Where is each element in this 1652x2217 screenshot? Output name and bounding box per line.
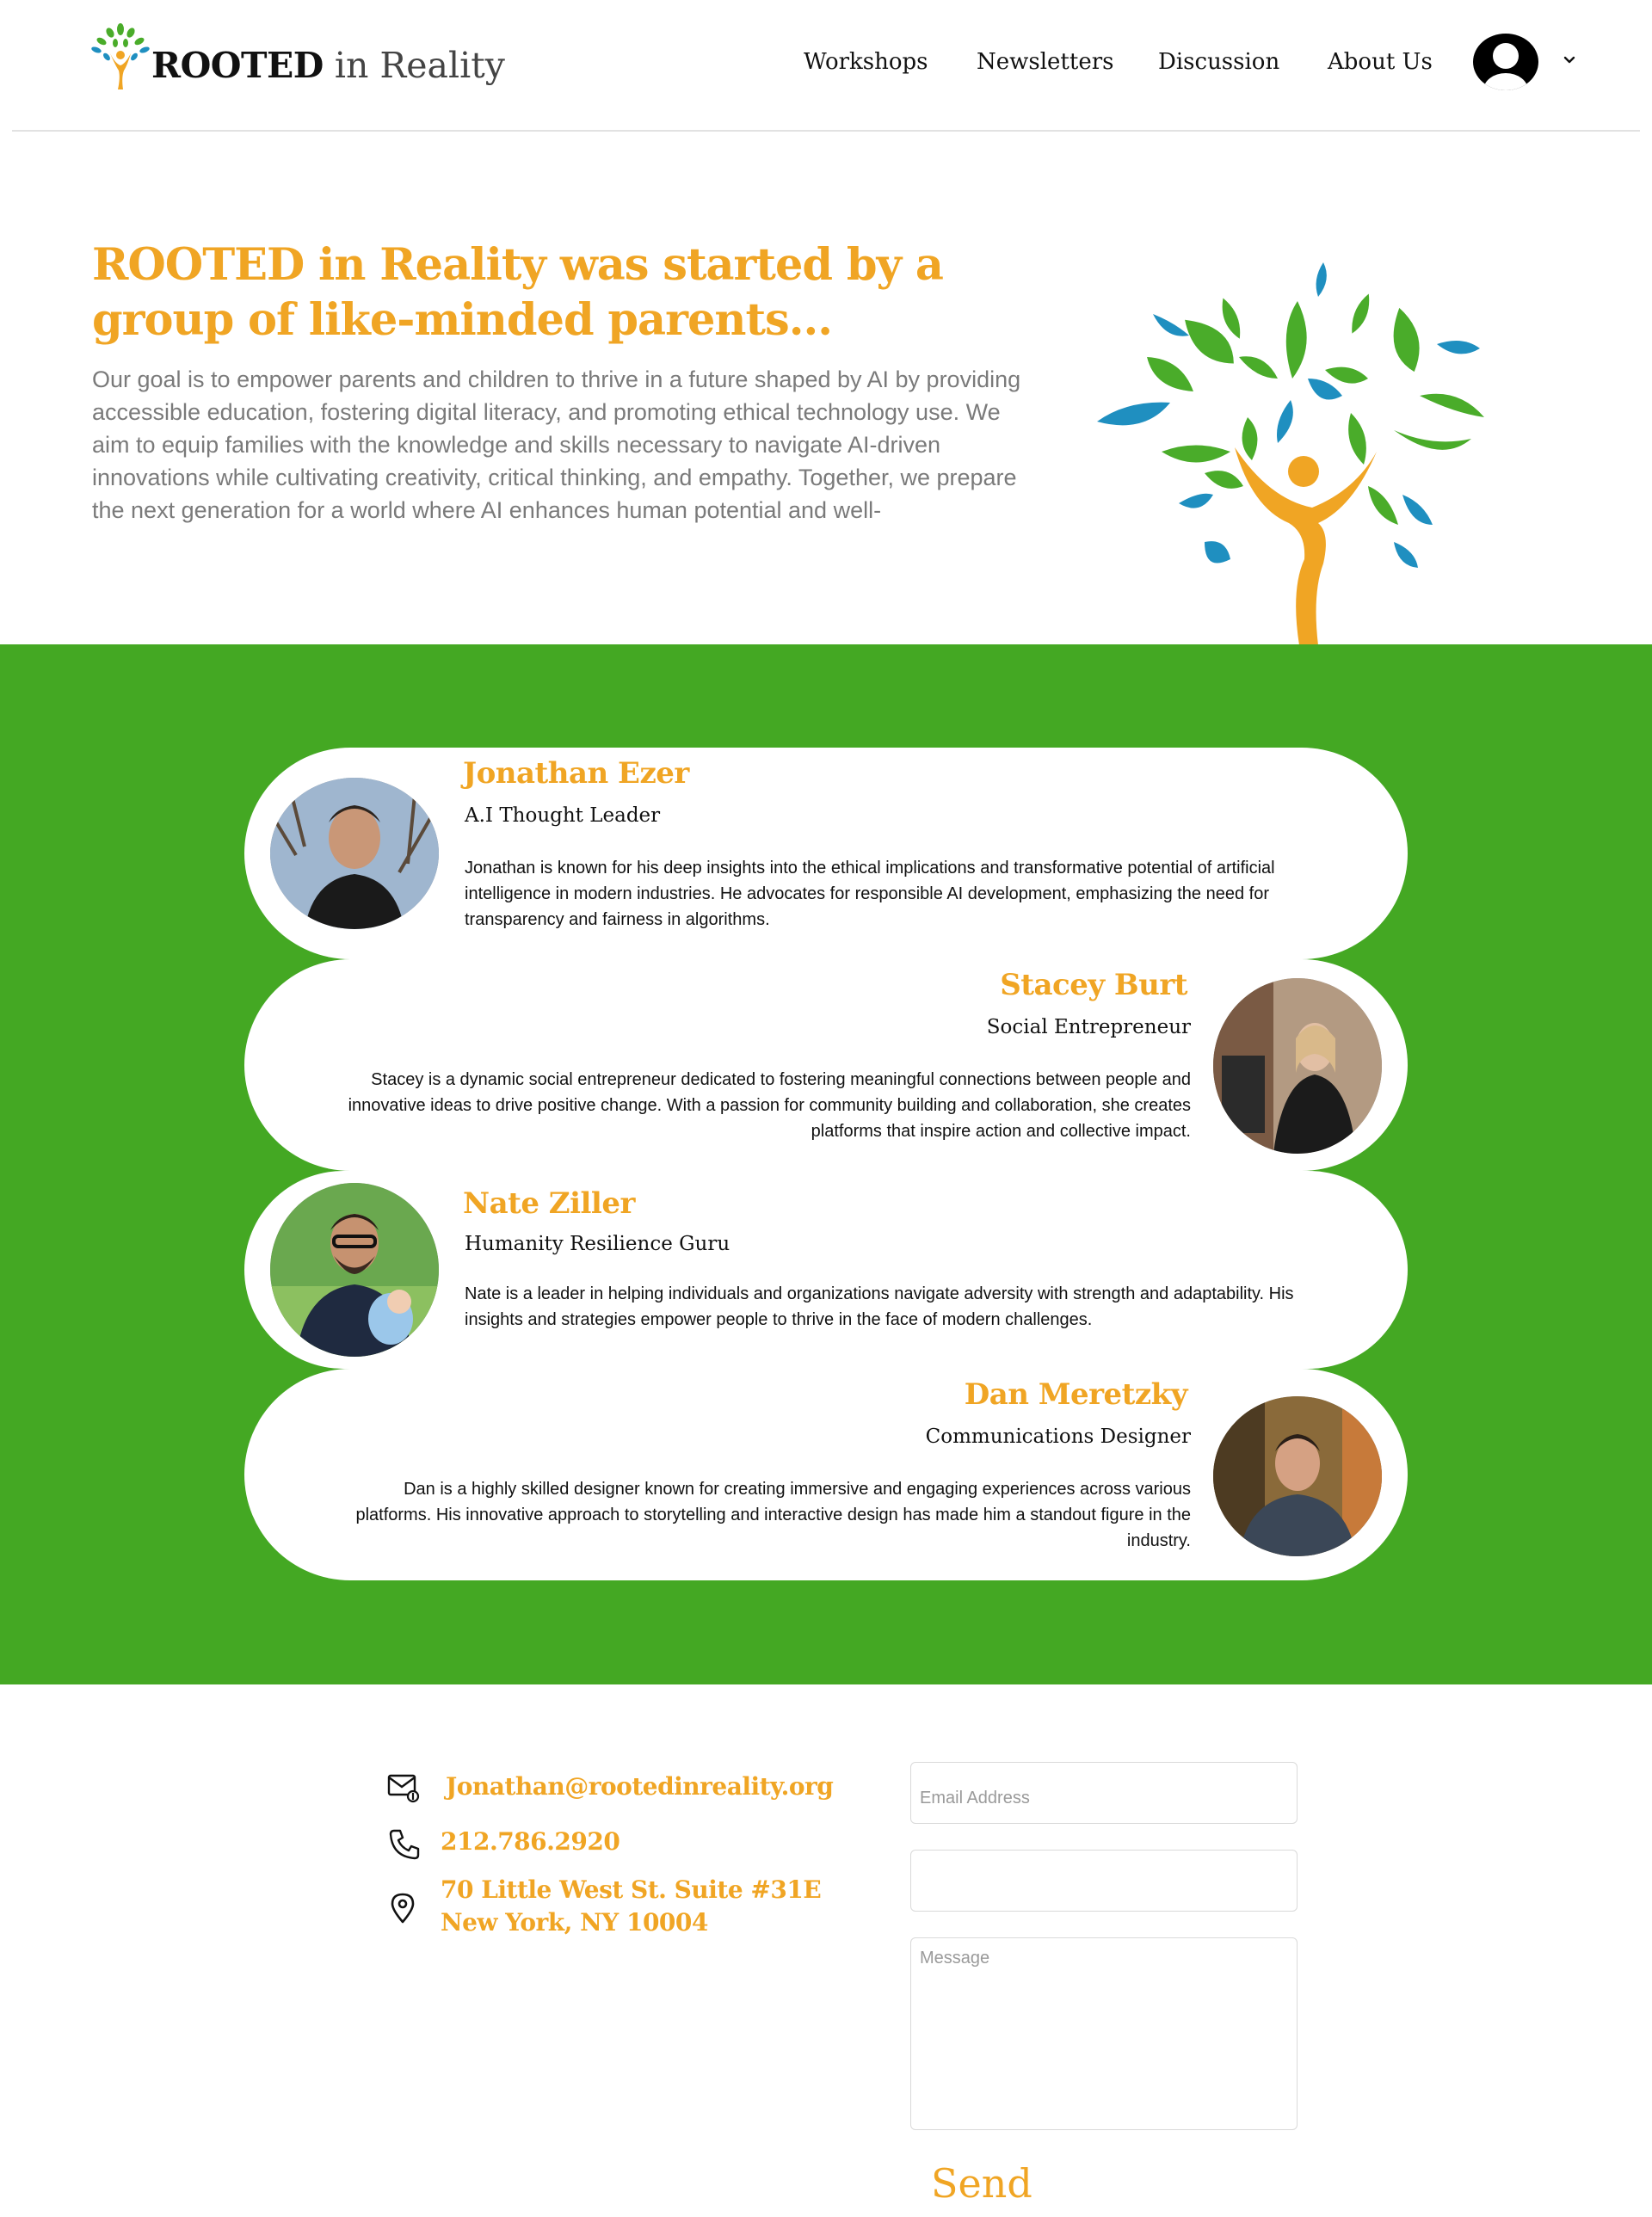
nav-about-us[interactable]: About Us [1328,49,1433,75]
header-divider [12,130,1640,132]
nate-photo [270,1183,439,1357]
jonathan-photo [270,778,439,929]
member-bio: Jonathan is known for his deep insights into the ethical implications and transformative potential of artificial intelligence in modern industries. He advocates for responsible AI development, emphasizing the need for transparency and fairness in algorithms. [465,859,1275,929]
team-card-nate [244,1171,1408,1369]
secondary-field[interactable] [910,1850,1298,1912]
team-card-dan [244,1369,1408,1580]
nav-workshops[interactable]: Workshops [804,49,928,75]
team-card-jonathan [244,748,1408,959]
logo-light-text: in Reality [323,45,505,86]
stacey-photo [1213,978,1382,1154]
nav-newsletters[interactable]: Newsletters [977,49,1114,75]
contact-phone-link[interactable]: 212.786.2920 [441,1827,620,1856]
chevron-down-icon[interactable] [1559,50,1580,71]
phone-icon [387,1827,422,1862]
member-name: Stacey Burt [1000,968,1187,1002]
hero-title: ROOTED in Reality was started by a group of like-minded parents... [92,239,943,346]
contact-address-line2: New York, NY 10004 [441,1908,708,1937]
member-bio: Nate is a leader in helping individuals and organizations navigate adversity with strength and adaptability. His insights and strategies empower people to thrive in the face of modern challenges. [465,1284,1294,1329]
send-button[interactable]: Send [931,2158,1032,2209]
logo-wordmark [151,45,505,86]
site-logo[interactable] [89,14,505,91]
member-bio: Dan is a highly skilled designer known for creating immersive and engaging experiences across various platforms. His innovative approach to storytelling and interactive design has made him a standout figure in the industry. [355,1480,1191,1550]
account-menu-button[interactable] [1473,34,1538,90]
site-header [0,0,1652,131]
hero-description: Our goal is to empower parents and children to thrive in a future shaped by AI by providing accessible education, fostering digital literacy, and promoting ethical technology use. We aim to equip families with the knowledge and skills necessary to navigate AI-driven innovations while cultivating creativity, critical thinking, and empathy. Together, we prepare the next generation for a world where AI enhances human potential and well- [92,366,1021,523]
member-role: Social Entrepreneur [986,1016,1191,1038]
team-section [0,644,1652,1684]
tree-illustration-icon [1093,249,1506,645]
contact-address-line1: 70 Little West St. Suite #31E [441,1875,822,1904]
email-field[interactable] [910,1762,1298,1824]
member-name: Jonathan Ezer [463,756,689,791]
team-card-stacey [244,959,1408,1171]
member-name: Nate Ziller [463,1186,635,1221]
member-bio: Stacey is a dynamic social entrepreneur dedicated to fostering meaningful connections between people and innovative ideas to drive positive change. With a passion for community building and collaboration, she creates platforms that inspire action and collective impact. [348,1070,1191,1141]
member-role: Humanity Resilience Guru [465,1233,730,1255]
member-name: Dan Meretzky [964,1377,1187,1412]
dan-photo [1213,1396,1382,1556]
member-role: A.I Thought Leader [465,804,661,827]
user-avatar-icon [1473,34,1538,90]
location-pin-icon [385,1891,420,1925]
member-role: Communications Designer [925,1426,1191,1448]
contact-email-link[interactable]: Jonathan@rootedinreality.org [446,1772,834,1801]
nav-discussion[interactable]: Discussion [1158,49,1280,75]
logo-bold-text: ROOTED [151,45,324,86]
tree-logo-icon [89,22,151,91]
mail-icon [385,1771,420,1805]
message-field[interactable] [910,1937,1298,2130]
